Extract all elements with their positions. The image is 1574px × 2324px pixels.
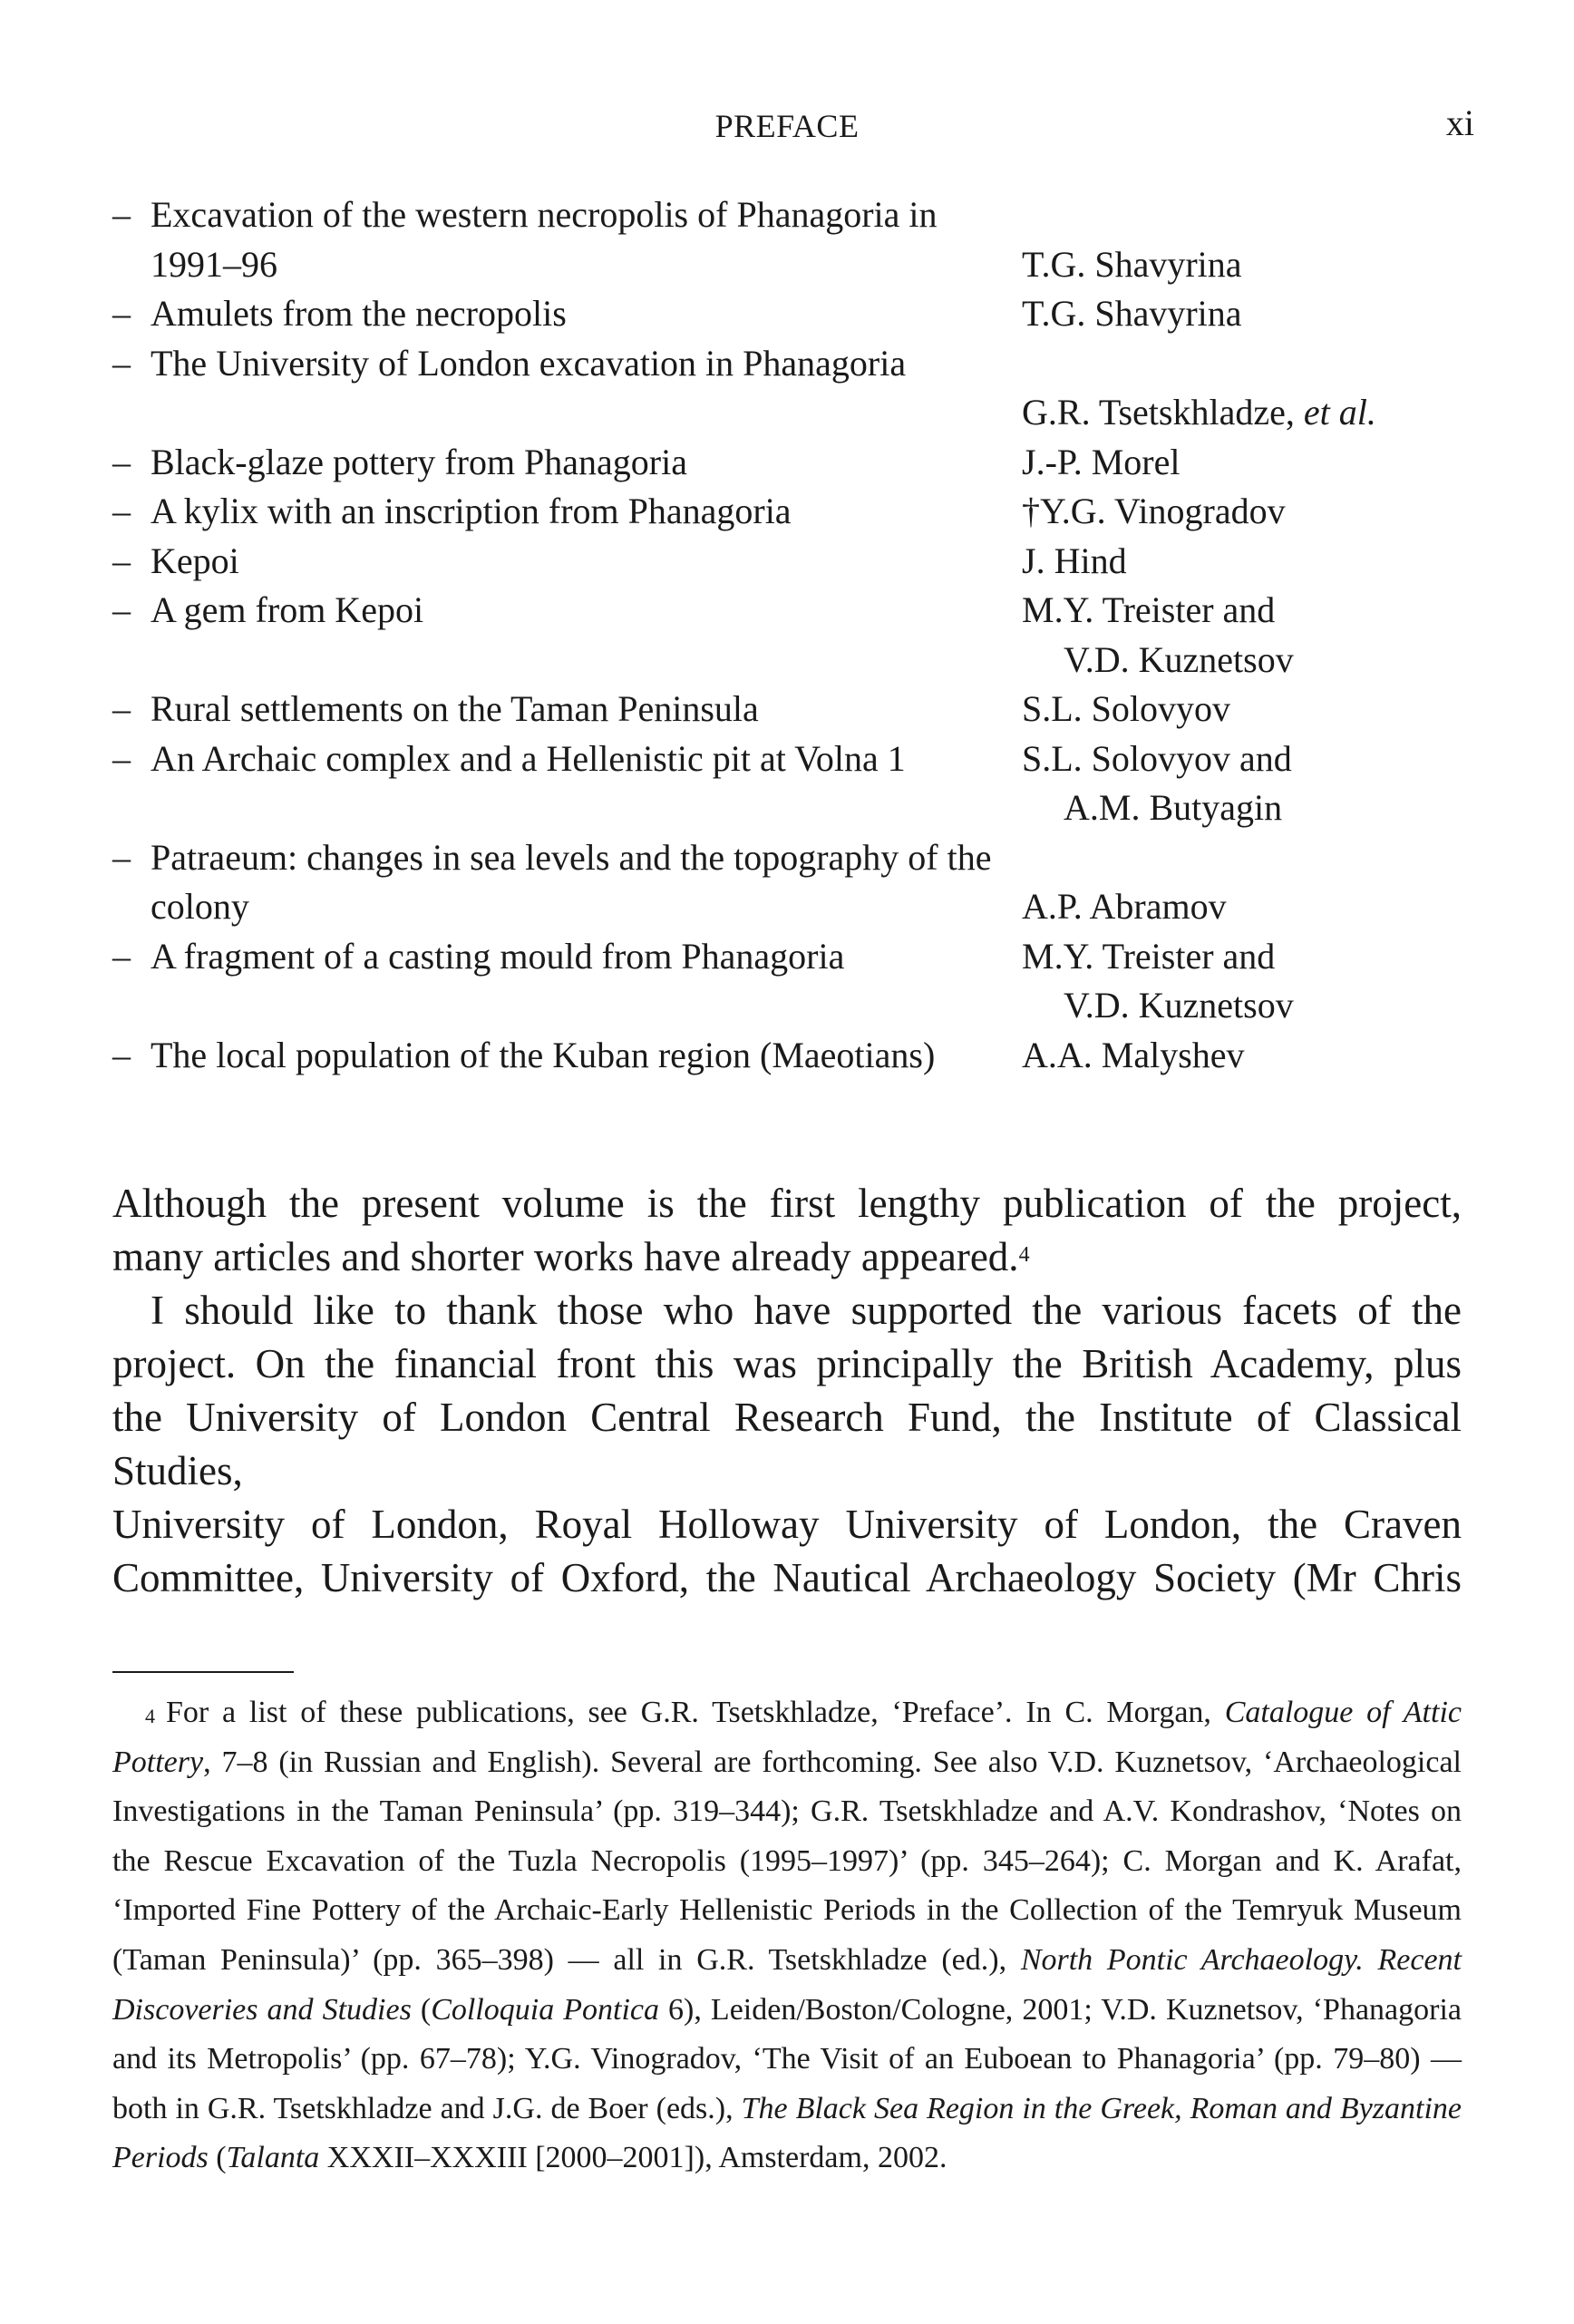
- contents-item: [112, 685, 1472, 734]
- item-dash: –: [112, 836, 131, 878]
- footnote-title: North Pontic Archaeology. Recent Discoveries and Studies: [112, 1942, 1462, 2027]
- item-dash: –: [112, 589, 131, 630]
- item-dash: –: [112, 540, 131, 581]
- item-dash: –: [112, 737, 131, 779]
- item-title: Patraeum: changes in sea levels and the topography of the colony: [151, 836, 992, 927]
- item-title: Black-glaze pottery from Phanagoria: [151, 441, 687, 482]
- footnote-text: For a list of these publications, see G.R. Tsetskhladze, ‘Preface’. In C. Morgan,: [166, 1696, 1225, 1729]
- contents-item: [112, 537, 1472, 587]
- running-head-title: PREFACE: [714, 108, 860, 144]
- contents-item: [112, 190, 1472, 289]
- contents-list: [112, 190, 1472, 1080]
- footnote-text: (: [208, 2141, 227, 2175]
- item-dash: –: [112, 194, 131, 235]
- contents-item: [112, 487, 1472, 537]
- contents-item: [112, 586, 1472, 685]
- item-author: M.Y. Treister and: [1022, 589, 1276, 630]
- body-line: I should like to thank those who have supported the various facets of the: [151, 1288, 1462, 1333]
- contents-item: [112, 932, 1472, 1031]
- item-dash: –: [112, 293, 131, 334]
- item-title: A gem from Kepoi: [151, 589, 424, 630]
- item-author: [1022, 190, 1448, 240]
- item-dash: –: [112, 935, 131, 977]
- footnote-title: The Black Sea Region in the Greek, Roman and Byzantine Periods: [112, 2091, 1462, 2175]
- body-line: University of London, Royal Holloway University of London, the Craven: [112, 1502, 1462, 1547]
- body-line: many articles and shorter works have already appeared.: [112, 1234, 1019, 1279]
- item-dash: –: [112, 491, 131, 531]
- footnote-title: Talanta: [226, 2141, 320, 2175]
- footnote-text: , 7–8 (in Russian and English). Several are forthcoming. See also V.D. Kuznetsov, ‘Archaeological Investigations in the Taman Peninsula’ (pp. 319–344); G.R. Tsetskhladze and A.V. Kondrashov, ‘Notes on the Rescue Excavation of the Tuzla Necropolis (1995–1997)’ (pp. 345–264); C. Morgan and K. Arafat, ‘Imported Fine Pottery of the Archaic-Early Hellenistic Periods in the Collection of the Temryuk Museum (Taman Peninsula)’ (pp. 365–398) — all in G.R. Tsetskhladze (ed.),: [112, 1745, 1462, 1977]
- footnote: [112, 1688, 1462, 2183]
- item-author-etal: et al.: [1303, 392, 1376, 433]
- item-author: S.L. Solovyov and: [1022, 737, 1292, 779]
- item-title: Amulets from the necropolis: [151, 293, 567, 334]
- item-title: Excavation of the western necropolis of Phanagoria in 1991–96: [151, 194, 938, 285]
- footnote-number: 4: [145, 1705, 155, 1727]
- contents-item: [112, 339, 1472, 438]
- item-title: A kylix with an inscription from Phanagoria: [151, 491, 792, 531]
- body-line: Although the present volume is the first lengthy publication of the project,: [112, 1181, 1462, 1226]
- item-dash: –: [112, 1034, 131, 1075]
- body-line: Committee, University of Oxford, the Nautical Archaeology Society (Mr Chris: [112, 1555, 1462, 1600]
- item-title: An Archaic complex and a Hellenistic pit at Volna 1: [151, 737, 906, 779]
- item-author: M.Y. Treister and: [1022, 935, 1276, 977]
- item-author: A.A. Malyshev: [1022, 1034, 1245, 1075]
- footnote-title: Catalogue of Attic Pottery: [112, 1696, 1462, 1779]
- item-author: G.R. Tsetskhladze,: [1022, 392, 1304, 433]
- paragraph: [112, 1284, 1462, 1337]
- paragraph: [112, 1230, 1462, 1284]
- item-author: A.M. Butyagin: [1064, 787, 1283, 828]
- footnote-text: 6), Leiden/Boston/Cologne, 2001; V.D. Kuznetsov, ‘Phanagoria and its Metropolis’ (pp. 67–78); Y.G. Vinogradov, ‘The Visit of an Euboean to Phanagoria’ (pp. 79–80) — both in G.R. Tsetskhladze and J.G. de Boer (eds.),: [112, 1992, 1462, 2125]
- item-author: A.P. Abramov: [1022, 886, 1227, 927]
- running-head: [0, 102, 1574, 147]
- item-author: V.D. Kuznetsov: [1064, 985, 1294, 1026]
- item-dash: –: [112, 688, 131, 729]
- item-dash: –: [112, 342, 131, 384]
- paragraph: [112, 1177, 1462, 1230]
- paragraph: [112, 1337, 1462, 1391]
- item-author: S.L. Solovyov: [1022, 688, 1231, 729]
- contents-item: [112, 438, 1472, 488]
- item-dash: –: [112, 441, 131, 482]
- body-text: [112, 1177, 1462, 1605]
- item-title: A fragment of a casting mould from Phanagoria: [151, 935, 845, 977]
- item-title: The local population of the Kuban region (Maeotians): [151, 1034, 936, 1075]
- contents-item: [112, 833, 1472, 932]
- item-author: T.G. Shavyrina: [1022, 243, 1242, 285]
- item-author: J.-P. Morel: [1022, 441, 1180, 482]
- body-line: the University of London Central Research Fund, the Institute of Classical Studies,: [112, 1395, 1462, 1493]
- paragraph: [112, 1551, 1462, 1605]
- item-author: J. Hind: [1022, 540, 1127, 581]
- footnote-title: Colloquia Pontica: [431, 1992, 660, 2027]
- paragraph: [112, 1498, 1462, 1551]
- contents-item: [112, 734, 1472, 833]
- item-author: V.D. Kuznetsov: [1064, 638, 1294, 680]
- item-author: [1022, 339, 1448, 389]
- contents-item: [112, 1031, 1472, 1081]
- item-author: [1022, 833, 1448, 883]
- item-title: Kepoi: [151, 540, 239, 581]
- footnote-reference[interactable]: 4: [1018, 1243, 1030, 1267]
- item-title: Rural settlements on the Taman Peninsula: [151, 688, 759, 729]
- item-author: †Y.G. Vinogradov: [1022, 491, 1286, 531]
- contents-item: [112, 289, 1472, 339]
- paragraph: [112, 1391, 1462, 1498]
- footnote-text: XXXII–XXXIII [2000–2001]), Amsterdam, 2002.: [319, 2141, 947, 2175]
- body-line: project. On the financial front this was principally the British Academy, plus: [112, 1341, 1462, 1386]
- footnote-text: (: [411, 1992, 432, 2027]
- item-title: The University of London excavation in Phanagoria: [151, 342, 907, 384]
- item-author: T.G. Shavyrina: [1022, 293, 1242, 334]
- footnote-divider: [112, 1671, 294, 1673]
- page-number: xi: [1445, 102, 1474, 143]
